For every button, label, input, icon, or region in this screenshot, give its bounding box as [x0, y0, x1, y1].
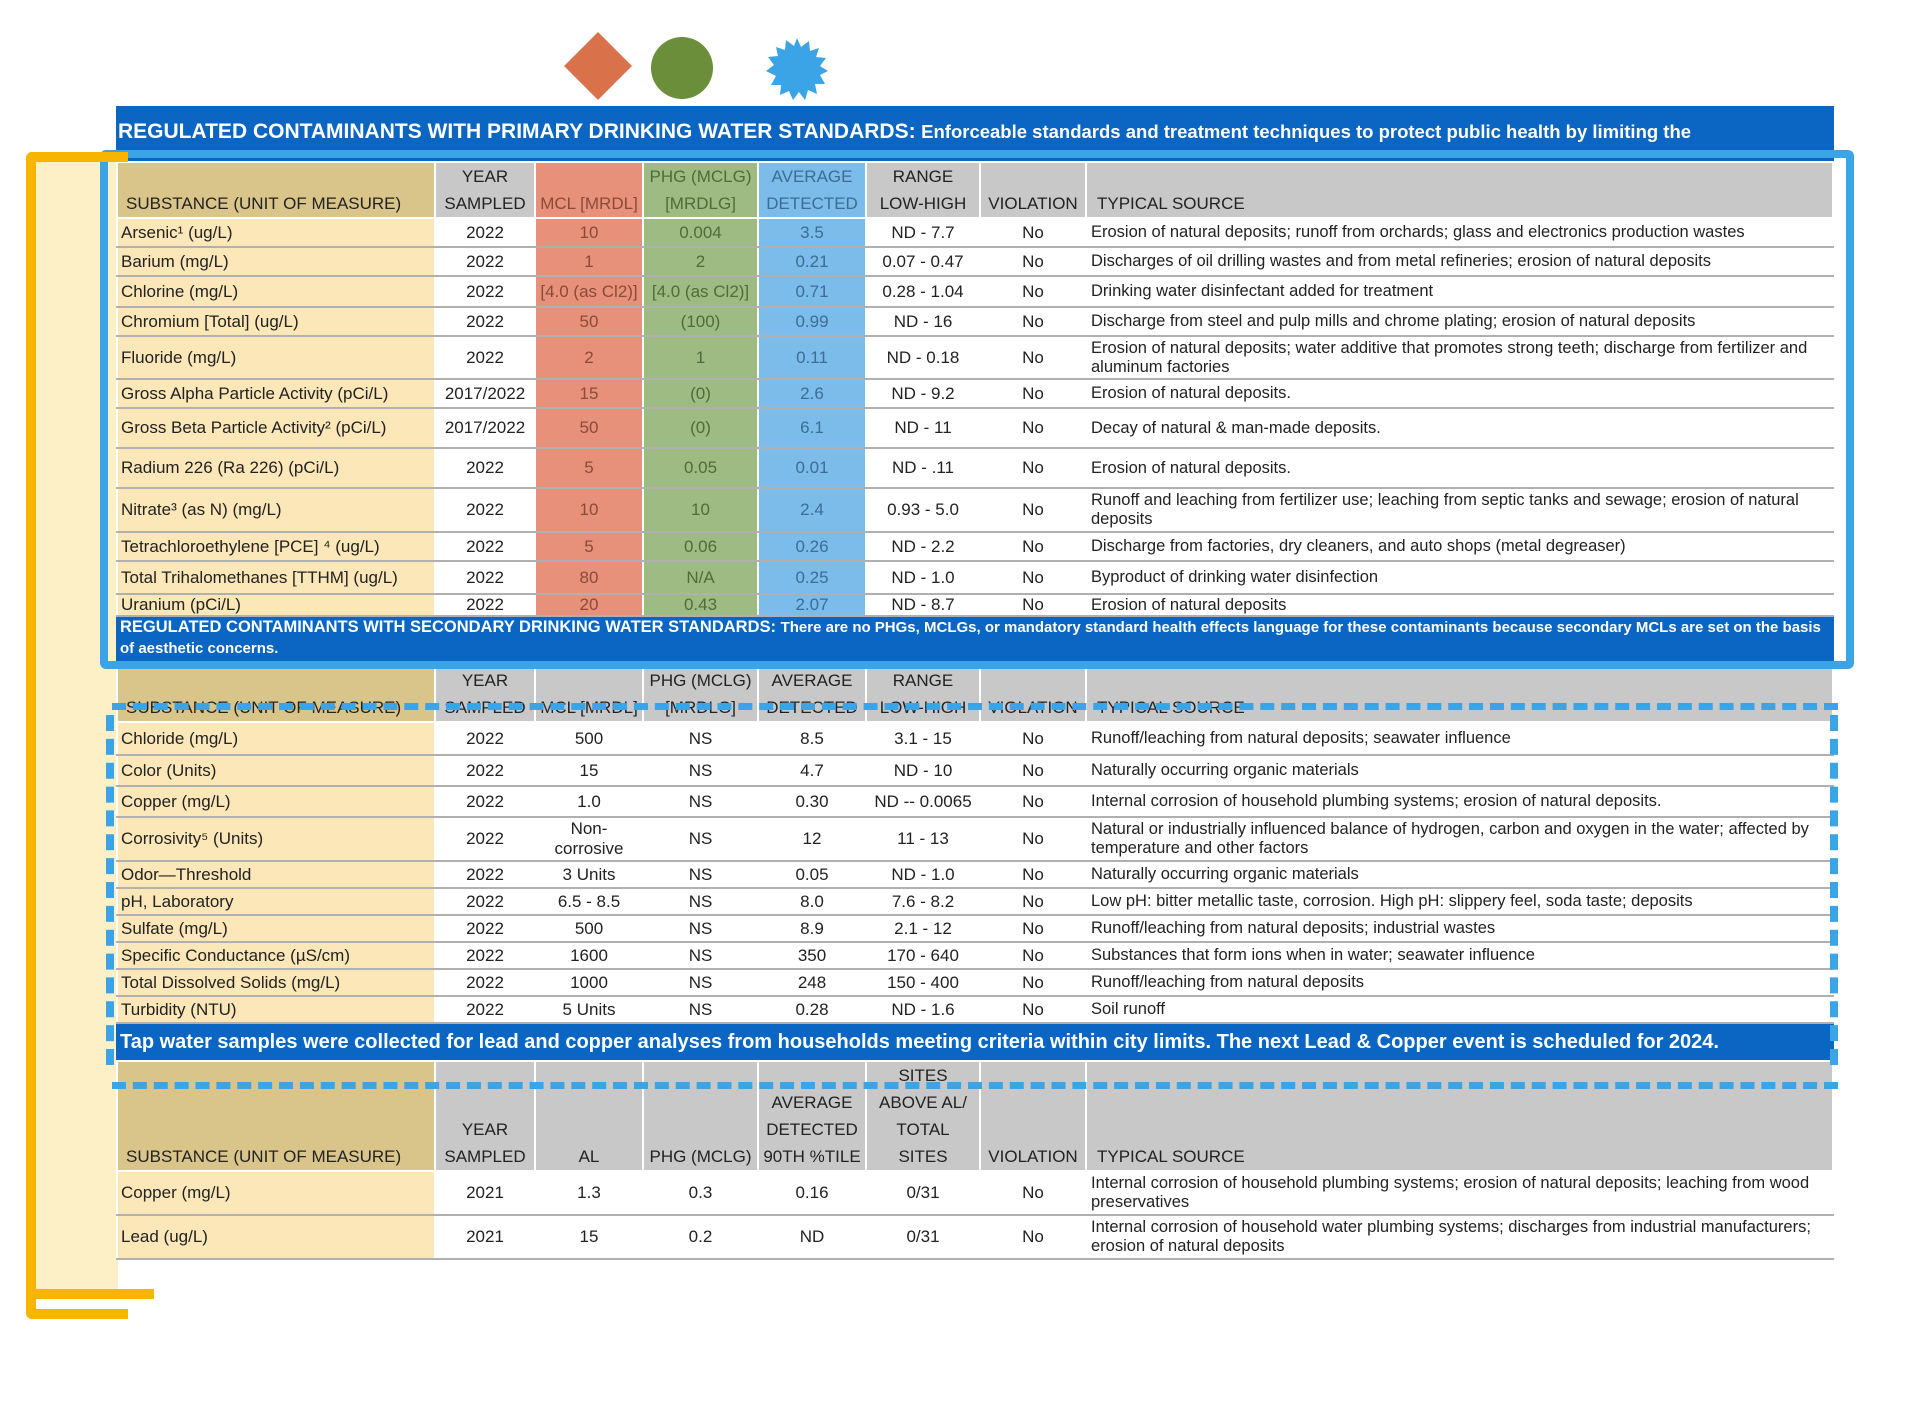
header-substance: SUBSTANCE (UNIT OF MEASURE)	[117, 1061, 435, 1171]
substance-cell: Nitrate³ (as N) (mg/L)	[117, 488, 435, 532]
range-cell: ND - 16	[866, 307, 980, 336]
year-cell: 2017/2022	[435, 408, 535, 448]
phg-cell: NS	[643, 888, 758, 915]
mcl-cell: 3 Units	[535, 861, 643, 888]
year-cell: 2022	[435, 336, 535, 379]
header-violation: VIOLATION	[980, 666, 1086, 722]
table-row	[117, 336, 1833, 379]
table-row	[117, 276, 1833, 307]
mcl-cell: 5	[535, 448, 643, 488]
table-row	[117, 561, 1833, 594]
substance-cell: Chloride (mg/L)	[117, 722, 435, 755]
phg-cell: NS	[643, 786, 758, 817]
lead-copper-header-row	[117, 1061, 1833, 1171]
source-cell: Internal corrosion of household water plumbing systems; discharges from industrial manufacturers; erosion of natural deposits	[1086, 1215, 1833, 1259]
range-cell: 3.1 - 15	[866, 722, 980, 755]
year-cell: 2022	[435, 817, 535, 861]
violation-cell: No	[980, 1215, 1086, 1259]
source-cell: Internal corrosion of household plumbing systems; erosion of natural deposits.	[1086, 786, 1833, 817]
header-average: AVERAGE DETECTED 90TH %TILE	[758, 1061, 866, 1171]
mcl-cell: 20	[535, 594, 643, 616]
substance-cell: Odor—Threshold	[117, 861, 435, 888]
mcl-cell: 50	[535, 408, 643, 448]
violation-cell: No	[980, 722, 1086, 755]
year-cell: 2022	[435, 247, 535, 276]
mcl-cell: 5 Units	[535, 996, 643, 1023]
secondary-table	[116, 665, 1834, 1024]
source-cell: Runoff/leaching from natural deposits; industrial wastes	[1086, 915, 1833, 942]
source-cell: Erosion of natural deposits	[1086, 594, 1833, 616]
violation-cell: No	[980, 915, 1086, 942]
average-cell: 2.6	[758, 379, 866, 408]
range-cell: 0.93 - 5.0	[866, 488, 980, 532]
source-cell: Decay of natural & man-made deposits.	[1086, 408, 1833, 448]
range-cell: 170 - 640	[866, 942, 980, 969]
violation-cell: No	[980, 448, 1086, 488]
mcl-cell: 2	[535, 336, 643, 379]
average-cell: 0.16	[758, 1171, 866, 1215]
mcl-cell: 6.5 - 8.5	[535, 888, 643, 915]
range-cell: ND - 10	[866, 755, 980, 786]
source-cell: Runoff/leaching from natural deposits; seawater influence	[1086, 722, 1833, 755]
year-cell: 2022	[435, 218, 535, 247]
range-cell: 7.6 - 8.2	[866, 888, 980, 915]
mcl-cell: 1.0	[535, 786, 643, 817]
violation-cell: No	[980, 594, 1086, 616]
year-cell: 2022	[435, 755, 535, 786]
source-cell: Erosion of natural deposits.	[1086, 379, 1833, 408]
range-cell: 150 - 400	[866, 969, 980, 996]
source-cell: Byproduct of drinking water disinfection	[1086, 561, 1833, 594]
header-phg: PHG (MCLG)	[643, 1061, 758, 1171]
phg-cell: 2	[643, 247, 758, 276]
average-cell: 12	[758, 817, 866, 861]
substance-cell: Radium 226 (Ra 226) (pCi/L)	[117, 448, 435, 488]
substance-cell: Total Trihalomethanes [TTHM] (ug/L)	[117, 561, 435, 594]
average-cell: 350	[758, 942, 866, 969]
violation-cell: No	[980, 942, 1086, 969]
yellow-highlight-bracket	[26, 152, 128, 1319]
source-cell: Discharges of oil drilling wastes and from metal refineries; erosion of natural deposits	[1086, 247, 1833, 276]
substance-cell: Color (Units)	[117, 755, 435, 786]
phg-cell: NS	[643, 942, 758, 969]
range-cell: 0.28 - 1.04	[866, 276, 980, 307]
source-cell: Discharge from steel and pulp mills and chrome plating; erosion of natural deposits	[1086, 307, 1833, 336]
violation-cell: No	[980, 817, 1086, 861]
average-cell: 4.7	[758, 755, 866, 786]
source-cell: Soil runoff	[1086, 996, 1833, 1023]
violation-cell: No	[980, 888, 1086, 915]
table-row	[117, 532, 1833, 561]
header-year: YEAR SAMPLED	[435, 162, 535, 218]
mcl-cell: 10	[535, 488, 643, 532]
average-cell: 8.9	[758, 915, 866, 942]
average-cell: 248	[758, 969, 866, 996]
phg-cell: NS	[643, 722, 758, 755]
range-cell: ND - .11	[866, 448, 980, 488]
header-range: RANGE LOW-HIGH	[866, 162, 980, 218]
substance-cell: Specific Conductance (µS/cm)	[117, 942, 435, 969]
phg-cell: NS	[643, 755, 758, 786]
range-cell: ND - 0.18	[866, 336, 980, 379]
average-cell: 8.5	[758, 722, 866, 755]
primary-banner	[116, 106, 1834, 161]
range-cell: ND - 2.2	[866, 532, 980, 561]
phg-cell: NS	[643, 996, 758, 1023]
substance-cell: Corrosivity⁵ (Units)	[117, 817, 435, 861]
source-cell: Drinking water disinfectant added for treatment	[1086, 276, 1833, 307]
phg-cell: 0.2	[643, 1215, 758, 1259]
year-cell: 2022	[435, 942, 535, 969]
violation-cell: No	[980, 1171, 1086, 1215]
phg-cell: 0.43	[643, 594, 758, 616]
phg-cell: N/A	[643, 561, 758, 594]
year-cell: 2022	[435, 861, 535, 888]
average-cell: 0.30	[758, 786, 866, 817]
substance-cell: pH, Laboratory	[117, 888, 435, 915]
table-row	[117, 996, 1833, 1023]
average-cell: 0.26	[758, 532, 866, 561]
range-cell: ND - 1.0	[866, 861, 980, 888]
substance-cell: Gross Alpha Particle Activity (pCi/L)	[117, 379, 435, 408]
violation-cell: No	[980, 532, 1086, 561]
violation-cell: No	[980, 561, 1086, 594]
range-cell: ND - 1.0	[866, 561, 980, 594]
table-row	[117, 969, 1833, 996]
table-row	[117, 1171, 1833, 1215]
yellow-highlight-bottom	[26, 1289, 154, 1299]
average-cell: 0.11	[758, 336, 866, 379]
range-cell: 0.07 - 0.47	[866, 247, 980, 276]
year-cell: 2022	[435, 969, 535, 996]
violation-cell: No	[980, 247, 1086, 276]
table-row	[117, 722, 1833, 755]
violation-cell: No	[980, 218, 1086, 247]
table-row	[117, 1215, 1833, 1259]
substance-cell: Uranium (pCi/L)	[117, 594, 435, 616]
secondary-banner	[116, 617, 1834, 665]
range-cell: ND - 1.6	[866, 996, 980, 1023]
range-cell: 11 - 13	[866, 817, 980, 861]
average-cell: 0.25	[758, 561, 866, 594]
header-al: AL	[535, 1061, 643, 1171]
average-cell: 3.5	[758, 218, 866, 247]
substance-cell: Barium (mg/L)	[117, 247, 435, 276]
year-cell: 2022	[435, 488, 535, 532]
header-range: RANGE LOW-HIGH	[866, 666, 980, 722]
year-cell: 2022	[435, 594, 535, 616]
lead-copper-table	[116, 1060, 1834, 1260]
primary-table	[116, 161, 1834, 617]
average-cell: 0.05	[758, 861, 866, 888]
table-row	[117, 861, 1833, 888]
source-cell: Natural or industrially influenced balance of hydrogen, carbon and oxygen in the water; affected by temperature and other factors	[1086, 817, 1833, 861]
phg-cell: 10	[643, 488, 758, 532]
substance-cell: Chromium [Total] (ug/L)	[117, 307, 435, 336]
average-cell: 2.4	[758, 488, 866, 532]
violation-cell: No	[980, 861, 1086, 888]
table-row	[117, 817, 1833, 861]
average-cell: ND	[758, 1215, 866, 1259]
mcl-cell: 15	[535, 379, 643, 408]
primary-header-row	[117, 162, 1833, 218]
range-cell: 2.1 - 12	[866, 915, 980, 942]
source-cell: Low pH: bitter metallic taste, corrosion. High pH: slippery feel, soda taste; deposits	[1086, 888, 1833, 915]
substance-cell: Chlorine (mg/L)	[117, 276, 435, 307]
substance-cell: Copper (mg/L)	[117, 1171, 435, 1215]
source-cell: Naturally occurring organic materials	[1086, 861, 1833, 888]
phg-cell: 0.3	[643, 1171, 758, 1215]
table-row	[117, 786, 1833, 817]
table-row	[117, 408, 1833, 448]
diamond-icon	[564, 32, 632, 100]
phg-cell: 0.05	[643, 448, 758, 488]
table-row	[117, 915, 1833, 942]
header-average: AVERAGE DETECTED	[758, 162, 866, 218]
average-cell: 2.07	[758, 594, 866, 616]
average-cell: 0.28	[758, 996, 866, 1023]
violation-cell: No	[980, 336, 1086, 379]
average-cell: 6.1	[758, 408, 866, 448]
range-cell: ND - 8.7	[866, 594, 980, 616]
year-cell: 2022	[435, 561, 535, 594]
substance-cell: Fluoride (mg/L)	[117, 336, 435, 379]
substance-cell: Turbidity (NTU)	[117, 996, 435, 1023]
phg-cell: NS	[643, 817, 758, 861]
violation-cell: No	[980, 307, 1086, 336]
range-cell: ND - 7.7	[866, 218, 980, 247]
range-cell: ND -- 0.0065	[866, 786, 980, 817]
mcl-cell: 1.3	[535, 1171, 643, 1215]
primary-title: REGULATED CONTAMINANTS WITH PRIMARY DRINKING WATER STANDARDS:	[118, 120, 916, 143]
water-quality-document	[116, 106, 1834, 1260]
substance-cell: Arsenic¹ (ug/L)	[117, 218, 435, 247]
table-row	[117, 448, 1833, 488]
header-mcl: MCL [MRDL]	[535, 666, 643, 722]
violation-cell: No	[980, 755, 1086, 786]
table-row	[117, 307, 1833, 336]
substance-cell: Sulfate (mg/L)	[117, 915, 435, 942]
mcl-cell: 500	[535, 722, 643, 755]
header-source: TYPICAL SOURCE	[1086, 1061, 1833, 1171]
source-cell: Runoff/leaching from natural deposits	[1086, 969, 1833, 996]
header-sites: SITES ABOVE AL/ TOTAL SITES	[866, 1061, 980, 1171]
primary-title-rest: Enforceable standards and treatment techniques to protect public health by limiting the	[921, 121, 1692, 142]
phg-cell: NS	[643, 861, 758, 888]
phg-cell: 0.06	[643, 532, 758, 561]
violation-cell: No	[980, 408, 1086, 448]
substance-cell: Lead (ug/L)	[117, 1215, 435, 1259]
year-cell: 2022	[435, 786, 535, 817]
mcl-cell: [4.0 (as Cl2)]	[535, 276, 643, 307]
table-row	[117, 218, 1833, 247]
header-substance: SUBSTANCE (UNIT OF MEASURE)	[117, 162, 435, 218]
year-cell: 2022	[435, 722, 535, 755]
header-source: TYPICAL SOURCE	[1086, 162, 1833, 218]
source-cell: Runoff and leaching from fertilizer use; leaching from septic tanks and sewage; erosion of natural deposits	[1086, 488, 1833, 532]
violation-cell: No	[980, 786, 1086, 817]
year-cell: 2022	[435, 307, 535, 336]
table-row	[117, 755, 1833, 786]
year-cell: 2017/2022	[435, 379, 535, 408]
header-violation: VIOLATION	[980, 162, 1086, 218]
table-row	[117, 942, 1833, 969]
mcl-cell: 15	[535, 755, 643, 786]
year-cell: 2022	[435, 532, 535, 561]
circle-icon	[651, 37, 713, 99]
mcl-cell: Non-corrosive	[535, 817, 643, 861]
header-phg: PHG (MCLG) [MRDLG]	[643, 162, 758, 218]
phg-cell: (100)	[643, 307, 758, 336]
mcl-cell: 1600	[535, 942, 643, 969]
starburst-icon	[766, 38, 828, 100]
table-row	[117, 594, 1833, 616]
header-phg: PHG (MCLG) [MRDLG]	[643, 666, 758, 722]
table-row	[117, 488, 1833, 532]
mcl-cell: 50	[535, 307, 643, 336]
range-cell: ND - 9.2	[866, 379, 980, 408]
phg-cell: 0.004	[643, 218, 758, 247]
average-cell: 0.99	[758, 307, 866, 336]
mcl-cell: 10	[535, 218, 643, 247]
header-violation: VIOLATION	[980, 1061, 1086, 1171]
secondary-title-rest: There are no PHGs, MCLGs, or mandatory standard health effects language for these contaminants because secondary MCLs are set on the basis of aesthetic concerns.	[120, 619, 1821, 657]
mcl-cell: 80	[535, 561, 643, 594]
secondary-title: REGULATED CONTAMINANTS WITH SECONDARY DRINKING WATER STANDARDS:	[120, 618, 777, 636]
table-row	[117, 888, 1833, 915]
source-cell: Naturally occurring organic materials	[1086, 755, 1833, 786]
phg-cell: NS	[643, 969, 758, 996]
table-row	[117, 379, 1833, 408]
year-cell: 2021	[435, 1171, 535, 1215]
violation-cell: No	[980, 379, 1086, 408]
phg-cell: (0)	[643, 379, 758, 408]
source-cell: Erosion of natural deposits.	[1086, 448, 1833, 488]
year-cell: 2022	[435, 448, 535, 488]
header-average: AVERAGE DETECTED	[758, 666, 866, 722]
range-cell: ND - 11	[866, 408, 980, 448]
year-cell: 2022	[435, 996, 535, 1023]
mcl-cell: 500	[535, 915, 643, 942]
substance-cell: Total Dissolved Solids (mg/L)	[117, 969, 435, 996]
source-cell: Discharge from factories, dry cleaners, and auto shops (metal degreaser)	[1086, 532, 1833, 561]
average-cell: 0.21	[758, 247, 866, 276]
secondary-header-row	[117, 666, 1833, 722]
source-cell: Substances that form ions when in water; seawater influence	[1086, 942, 1833, 969]
year-cell: 2022	[435, 276, 535, 307]
source-cell: Internal corrosion of household plumbing systems; erosion of natural deposits; leaching from wood preservatives	[1086, 1171, 1833, 1215]
header-source: TYPICAL SOURCE	[1086, 666, 1833, 722]
mcl-cell: 1000	[535, 969, 643, 996]
header-substance: SUBSTANCE (UNIT OF MEASURE)	[117, 666, 435, 722]
substance-cell: Copper (mg/L)	[117, 786, 435, 817]
lead-copper-banner: Tap water samples were collected for lead and copper analyses from households meeting criteria within city limits. The next Lead & Copper event is scheduled for 2024.	[116, 1024, 1834, 1060]
phg-cell: NS	[643, 915, 758, 942]
header-year: YEAR SAMPLED	[435, 666, 535, 722]
substance-cell: Tetrachloroethylene [PCE] ⁴ (ug/L)	[117, 532, 435, 561]
mcl-cell: 1	[535, 247, 643, 276]
average-cell: 8.0	[758, 888, 866, 915]
range-cell: 0/31	[866, 1171, 980, 1215]
table-row	[117, 247, 1833, 276]
substance-cell: Gross Beta Particle Activity² (pCi/L)	[117, 408, 435, 448]
source-cell: Erosion of natural deposits; runoff from orchards; glass and electronics production wastes	[1086, 218, 1833, 247]
source-cell: Erosion of natural deposits; water additive that promotes strong teeth; discharge from fertilizer and aluminum factories	[1086, 336, 1833, 379]
phg-cell: 1	[643, 336, 758, 379]
phg-cell: (0)	[643, 408, 758, 448]
mcl-cell: 5	[535, 532, 643, 561]
year-cell: 2021	[435, 1215, 535, 1259]
violation-cell: No	[980, 276, 1086, 307]
header-mcl: MCL [MRDL]	[535, 162, 643, 218]
mcl-cell: 15	[535, 1215, 643, 1259]
violation-cell: No	[980, 996, 1086, 1023]
violation-cell: No	[980, 488, 1086, 532]
average-cell: 0.71	[758, 276, 866, 307]
range-cell: 0/31	[866, 1215, 980, 1259]
phg-cell: [4.0 (as Cl2)]	[643, 276, 758, 307]
header-year: YEAR SAMPLED	[435, 1061, 535, 1171]
average-cell: 0.01	[758, 448, 866, 488]
year-cell: 2022	[435, 915, 535, 942]
yellow-highlight-fill	[36, 162, 118, 1289]
year-cell: 2022	[435, 888, 535, 915]
violation-cell: No	[980, 969, 1086, 996]
